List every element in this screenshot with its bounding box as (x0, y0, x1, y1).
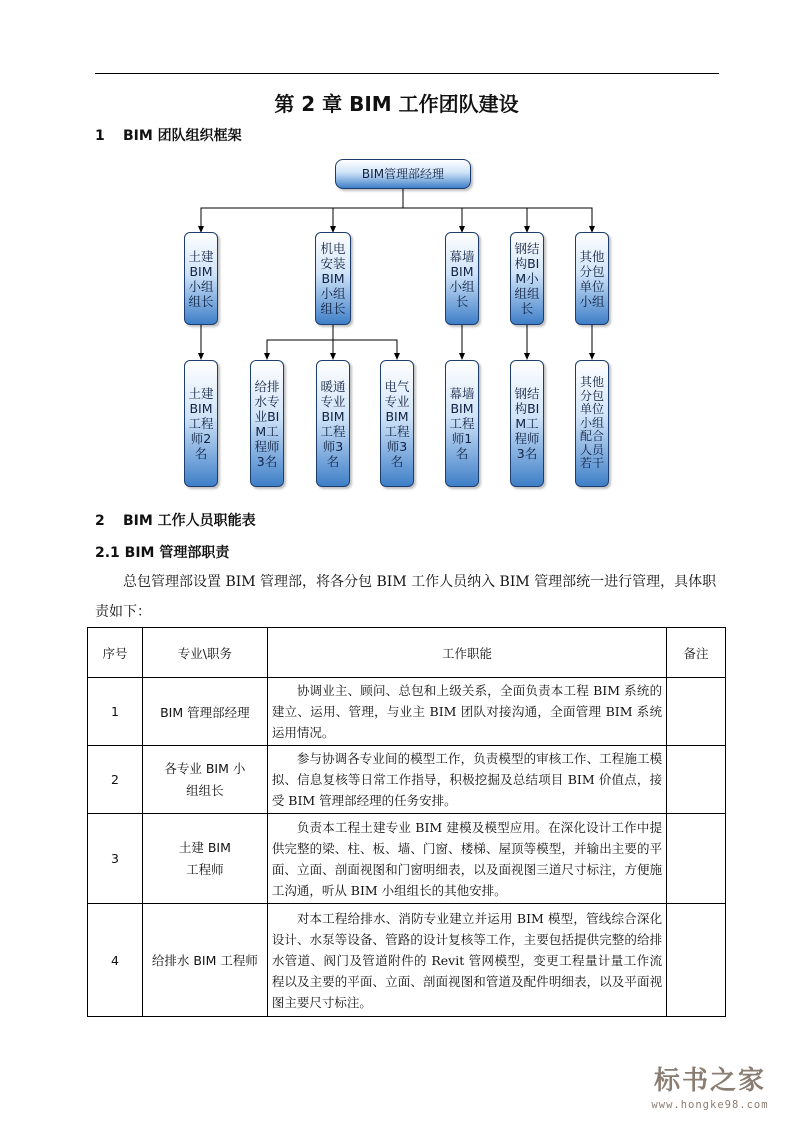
org-node-lead: 幕墙BIM小组长 (445, 232, 479, 325)
cell-role: 给排水 BIM 工程师 (142, 904, 267, 1017)
org-node-member: 幕墙BIM工程师1名 (445, 360, 479, 487)
org-node-member: 电气专业BIM工程师3名 (380, 360, 414, 487)
header-rule (95, 73, 719, 74)
cell-role: 土建 BIM 工程师 (142, 814, 267, 904)
section-heading-2-1: 2.1 BIM 管理部职责 (95, 545, 230, 561)
cell-no: 2 (88, 746, 143, 814)
table-header-row (88, 628, 726, 678)
org-chart-connectors (0, 0, 793, 510)
table-row (88, 678, 726, 746)
section-number: 2 (95, 513, 105, 529)
cell-remark (667, 678, 726, 746)
cell-duty: 对本工程给排水、消防专业建立并运用 BIM 模型，管线综合深化设计、水泵等设备、管路的设计复核等工作，主要包括提供完整的给排水管道、阀门及管道附件的 Revit 管网模型，变更工程量计量工作流程以及主要的平面、立面、剖面视图和管道及配件明细表，以及平面视图主要尺寸标注。 (267, 904, 666, 1017)
connector-line (403, 208, 527, 230)
table-row (88, 746, 726, 814)
header-remark: 备注 (667, 628, 726, 678)
org-node-manager: BIM管理部经理 (335, 159, 471, 189)
connector-line (403, 208, 462, 230)
org-chart (0, 0, 793, 510)
org-node-member: 钢结构BIM工程师3名 (510, 360, 544, 487)
page-title: 第 2 章 BIM 工作团队建设 (274, 92, 519, 116)
org-node-member: 其他分包单位小组配合人员若干 (575, 360, 609, 487)
header-role: 专业\职务 (142, 628, 267, 678)
cell-duty: 协调业主、顾问、总包和上级关系，全面负责本工程 BIM 系统的建立、运用、管理，与业主 BIM 团队对接沟通，全面管理 BIM 系统运用情况。 (267, 678, 666, 746)
table-row (88, 904, 726, 1017)
cell-remark (667, 814, 726, 904)
org-node-lead: 其他分包单位小组 (575, 232, 609, 325)
cell-duty: 负责本工程土建专业 BIM 建模及模型应用。在深化设计工作中提供完整的梁、柱、板、墙、门窗、楼梯、屋顶等模型，并输出主要的平面、立面、剖面视图和门窗明细表，以及面视图三道尺寸标注，方便施工沟通，听从 BIM 小组组长的其他安排。 (267, 814, 666, 904)
watermark-text: 标书之家 (653, 1066, 766, 1096)
cell-no: 1 (88, 678, 143, 746)
section-title: BIM 工作人员职能表 (123, 513, 256, 529)
cell-remark (667, 904, 726, 1017)
section-number: 1 (95, 128, 105, 144)
connector-line (201, 189, 403, 230)
org-node-lead: 机电安装BIM小组组长 (315, 232, 351, 325)
org-node-member: 暖通专业BIM工程师3名 (316, 360, 350, 487)
watermark-logo (640, 1060, 780, 1111)
cell-no: 4 (88, 904, 143, 1017)
cell-duty: 参与协调各专业间的模型工作，负责模型的审核工作、工程施工模拟、信息复核等日常工作指导，积极挖掘及总结项目 BIM 价值点，接受 BIM 管理部经理的任务安排。 (267, 746, 666, 814)
org-node-member: 给排水专业BIM工程师3名 (250, 360, 284, 487)
table-row (88, 814, 726, 904)
cell-role: BIM 管理部经理 (142, 678, 267, 746)
cell-remark (667, 746, 726, 814)
org-node-lead: 土建BIM小组组长 (184, 232, 218, 325)
section-title: BIM 团队组织框架 (123, 128, 242, 144)
connector-line (267, 325, 333, 357)
header-duty: 工作职能 (267, 628, 666, 678)
intro-paragraph: 总包管理部设置 BIM 管理部，将各分包 BIM 工作人员纳入 BIM 管理部统一进行管理，具体职责如下： (95, 574, 717, 620)
org-node-lead: 钢结构BIM小组组长 (510, 232, 544, 325)
connector-line (333, 340, 397, 357)
section-heading-2 (95, 510, 256, 530)
header-no: 序号 (88, 628, 143, 678)
cell-no: 3 (88, 814, 143, 904)
connector-line (333, 208, 403, 230)
watermark-url: www.hongke98.com (651, 1099, 769, 1111)
duty-table (87, 627, 726, 1017)
org-node-member: 土建BIM工程师2名 (184, 360, 218, 487)
cell-role: 各专业 BIM 小组组长 (142, 746, 267, 814)
connector-line (403, 208, 592, 230)
section-heading-1 (95, 125, 242, 145)
